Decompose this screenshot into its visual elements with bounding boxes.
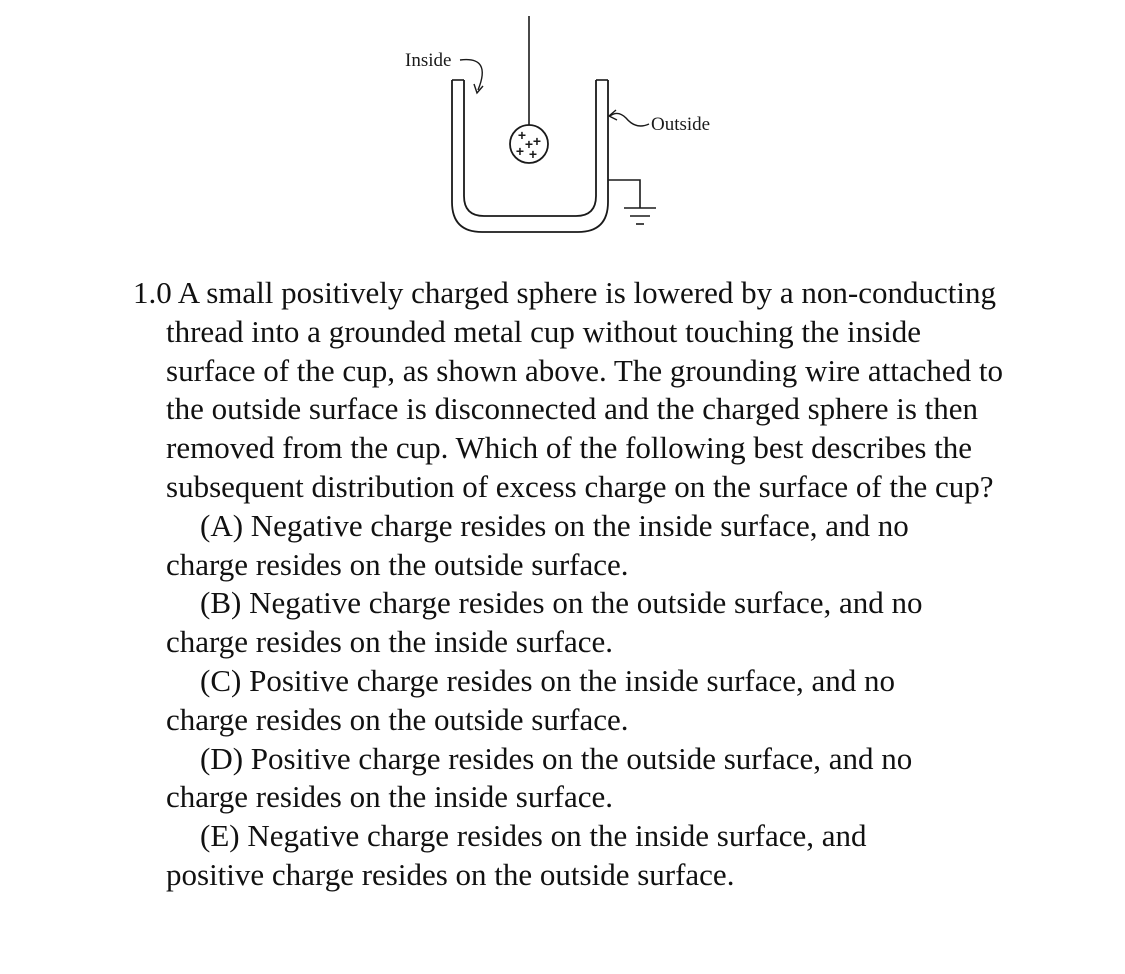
plus-sign: +	[515, 143, 525, 159]
question-number: 1.0	[133, 275, 172, 310]
plus-sign: +	[524, 136, 534, 152]
ground-symbol	[624, 208, 656, 224]
inside-label: Inside	[405, 50, 452, 71]
answer-choices	[133, 507, 1013, 895]
outside-label: Outside	[651, 114, 711, 135]
plus-sign: +	[528, 146, 538, 162]
choice-d[interactable]: (D) Positive charge resides on the outside surface, and no charge resides on the inside surface.	[166, 740, 913, 815]
question-block	[133, 274, 1013, 895]
choice-e[interactable]: (E) Negative charge resides on the inside surface, and positive charge resides on the outside surface.	[166, 818, 867, 892]
question-text: A small positively charged sphere is lowered by a non-conducting thread into a grounded metal cup without touching the inside surface of the cup, as shown above. The grounding wire attached to the outside surface is disconnected and the charged sphere is then removed from the cup. Which of the following best describes the subsequent distribution of excess charge on the surface of the cup?	[166, 275, 1004, 504]
grounding-wire	[608, 180, 640, 208]
plus-sign: +	[517, 127, 527, 143]
choice-b[interactable]: (B) Negative charge resides on the outside surface, and no charge resides on the inside surface.	[166, 585, 923, 660]
question-stem	[133, 274, 1013, 507]
choice-c[interactable]: (C) Positive charge resides on the inside surface, and no charge resides on the outside surface.	[166, 662, 896, 737]
cup-diagram	[400, 10, 720, 240]
plus-sign: +	[532, 133, 542, 149]
choice-a[interactable]: (A) Negative charge resides on the inside surface, and no charge resides on the outside surface.	[166, 507, 909, 582]
